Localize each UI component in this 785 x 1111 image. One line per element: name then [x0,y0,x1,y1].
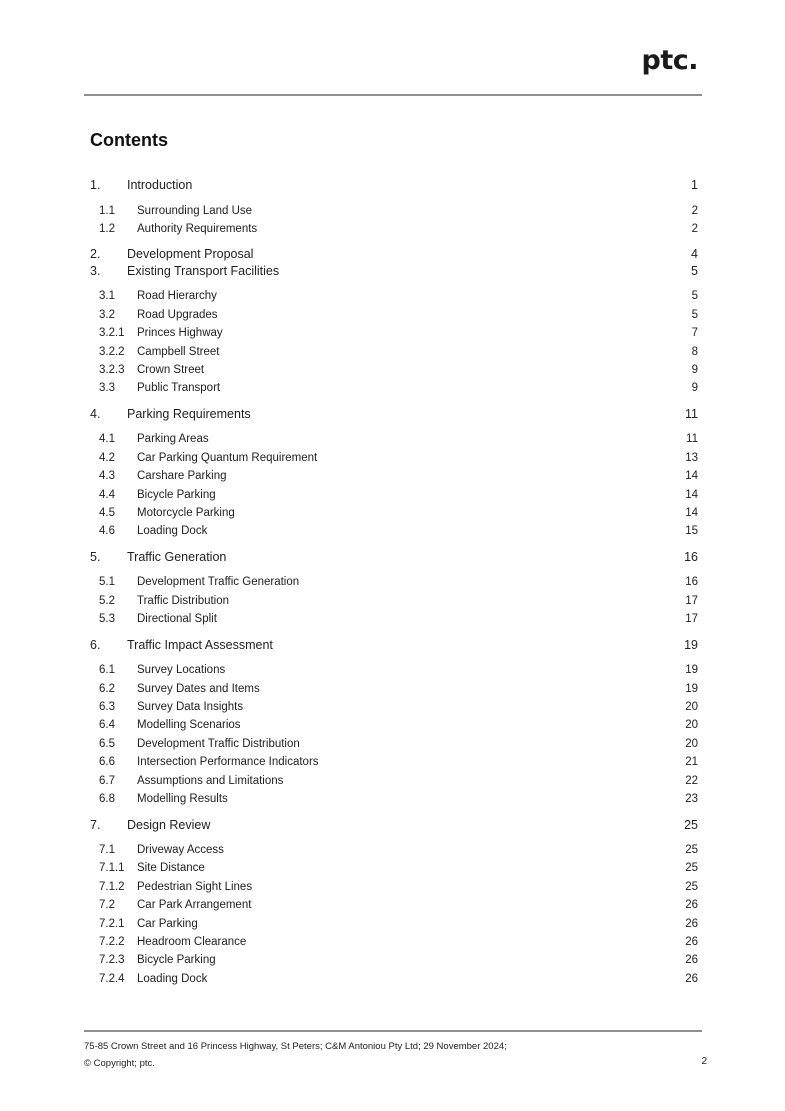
toc-entry-page: 26 [685,899,698,912]
toc-subsection-entry[interactable] [0,507,785,525]
toc-entry-label: Car Park Arrangement [137,899,252,912]
toc-entry-label: Traffic Distribution [137,594,230,607]
toc-entry-number: 4.1 [99,433,115,446]
toc-entry-number: 3.1 [99,290,115,303]
toc-subsection-entry[interactable] [0,346,785,364]
toc-subsection-entry[interactable] [0,775,785,793]
toc-section-entry[interactable] [0,638,785,656]
toc-section-entry[interactable] [0,264,785,282]
toc-entry-number: 4.3 [99,470,115,483]
toc-entry-page: 9 [691,364,698,376]
toc-entry-page: 11 [686,433,698,446]
toc-entry-number: 3.2.1 [99,327,125,340]
toc-subsection-entry[interactable] [0,452,785,470]
toc-entry-label: Site Distance [137,862,205,875]
toc-entry-page: 26 [685,917,698,930]
toc-subsection-entry[interactable] [0,954,785,972]
toc-entry-page: 15 [685,525,698,538]
toc-entry-page: 20 [685,701,698,713]
toc-entry-label: Intersection Performance Indicators [137,756,319,769]
toc-subsection-entry[interactable] [0,881,785,899]
toc-entry-label: Authority Requirements [137,222,258,235]
toc-subsection-entry[interactable] [0,525,785,543]
toc-subsection-entry[interactable] [0,936,785,954]
toc-entry-number: 6.7 [99,774,115,787]
toc-entry-page: 22 [685,774,698,787]
toc-entry-label: Bicycle Parking [137,954,216,967]
toc-entry-page: 25 [685,862,698,875]
toc-entry-number: 6.5 [99,737,115,750]
footer-address: 75-85 Crown Street and 16 Princess Highway, St Peters; C&M Antoniou Pty Ltd; 29 November 2024; [84,1041,507,1052]
toc-entry-label: Modelling Results [137,793,228,805]
toc-entry-label: Surrounding Land Use [137,204,253,217]
toc-entry-number: 7.2 [99,899,115,912]
toc-entry-page: 2 [691,222,698,235]
toc-section-entry[interactable] [0,818,785,836]
toc-entry-page: 5 [691,263,698,278]
toc-entry-page: 25 [684,817,698,832]
toc-entry-page: 7 [691,327,698,340]
toc-entry-number: 3.3 [99,382,115,395]
toc-subsection-entry[interactable] [0,918,785,936]
footer-copyright: © Copyright; ptc. [84,1058,155,1069]
toc-entry-number: 6. [90,637,101,652]
toc-entry-page: 26 [685,954,698,967]
toc-entry-number: 3. [90,263,101,278]
toc-entry-page: 26 [685,972,698,985]
toc-subsection-entry[interactable] [0,862,785,880]
toc-entry-number: 7.2.3 [99,954,125,967]
footer-divider [84,1030,702,1032]
toc-entry-label: Parking Requirements [127,406,251,421]
toc-subsection-entry[interactable] [0,309,785,327]
toc-entry-page: 19 [685,664,698,677]
toc-entry-number: 4. [90,406,101,421]
toc-entry-page: 11 [685,406,698,421]
toc-entry-label: Traffic Impact Assessment [127,637,273,652]
toc-section-entry[interactable] [0,178,785,196]
toc-subsection-entry[interactable] [0,719,785,737]
toc-entry-label: Survey Data Insights [137,701,244,713]
toc-subsection-entry[interactable] [0,433,785,451]
toc-subsection-entry[interactable] [0,382,785,400]
toc-entry-label: Parking Areas [137,433,209,446]
toc-entry-label: Pedestrian Sight Lines [137,880,253,893]
toc-entry-label: Development Traffic Distribution [137,737,300,750]
toc-entry-number: 1.1 [99,204,115,217]
toc-entry-page: 25 [685,880,698,893]
toc-entry-label: Motorcycle Parking [137,507,235,519]
toc-entry-page: 14 [685,470,698,483]
toc-entry-page: 17 [685,594,698,607]
toc-entry-label: Loading Dock [137,972,208,985]
toc-entry-label: Carshare Parking [137,470,227,483]
toc-subsection-entry[interactable] [0,327,785,345]
toc-entry-label: Introduction [127,178,193,192]
toc-entry-label: Bicycle Parking [137,488,216,501]
toc-entry-number: 5.2 [99,594,115,607]
toc-entry-number: 3.2.3 [99,364,125,376]
toc-subsection-entry[interactable] [0,595,785,613]
toc-entry-page: 14 [685,488,698,501]
toc-entry-number: 7.1.1 [99,862,125,875]
toc-entry-number: 1.2 [99,222,115,235]
toc-entry-number: 3.2 [99,308,115,321]
toc-entry-label: Road Hierarchy [137,290,217,303]
toc-entry-number: 7.1.2 [99,880,125,893]
toc-entry-number: 5.1 [99,576,115,589]
toc-subsection-entry[interactable] [0,973,785,991]
toc-entry-number: 6.3 [99,701,115,713]
toc-entry-label: Public Transport [137,382,221,395]
toc-entry-number: 7.2.2 [99,936,125,948]
toc-entry-number: 6.2 [99,682,115,695]
toc-entry-page: 25 [685,844,698,856]
toc-entry-page: 16 [685,576,698,589]
toc-entry-label: Development Traffic Generation [137,576,300,589]
toc-entry-page: 9 [691,382,698,395]
toc-entry-page: 8 [691,345,698,358]
toc-entry-number: 6.6 [99,756,115,769]
toc-entry-page: 2 [691,204,698,217]
toc-subsection-entry[interactable] [0,364,785,382]
toc-entry-page: 17 [685,613,698,626]
toc-entry-label: Driveway Access [137,844,224,856]
toc-entry-label: Crown Street [137,364,205,376]
toc-entry-page: 20 [685,737,698,750]
toc-entry-label: Car Parking [137,917,198,930]
toc-entry-label: Modelling Scenarios [137,719,241,732]
toc-entry-page: 4 [691,247,698,262]
toc-entry-number: 7.2.4 [99,972,125,985]
toc-entry-number: 4.2 [99,451,115,464]
toc-entry-number: 4.6 [99,525,115,538]
toc-title: Contents [90,130,168,150]
toc-subsection-entry[interactable] [0,489,785,507]
toc-entry-label: Survey Locations [137,664,226,677]
toc-subsection-entry[interactable] [0,576,785,594]
toc-entry-number: 2. [90,247,101,262]
toc-entry-label: Loading Dock [137,525,208,538]
toc-entry-label: Campbell Street [137,345,220,358]
toc-subsection-entry[interactable] [0,738,785,756]
toc-entry-page: 26 [685,936,698,948]
header-divider [84,94,702,96]
ptc-logo: ptc. [641,45,698,76]
toc-entry-number: 5.3 [99,613,115,626]
toc-entry-label: Traffic Generation [127,549,227,564]
toc-entry-page: 14 [685,507,698,519]
toc-entry-page: 13 [685,451,698,464]
toc-subsection-entry[interactable] [0,793,785,811]
toc-subsection-entry[interactable] [0,664,785,682]
toc-entry-number: 6.1 [99,664,115,677]
toc-entry-label: Road Upgrades [137,308,218,321]
toc-section-entry[interactable] [0,407,785,425]
toc-entry-label: Development Proposal [127,247,254,262]
toc-entry-number: 7. [90,817,101,832]
toc-subsection-entry[interactable] [0,205,785,223]
toc-entry-page: 5 [691,290,698,303]
toc-entry-label: Princes Highway [137,327,223,340]
toc-subsection-entry[interactable] [0,683,785,701]
toc-entry-number: 1. [90,178,101,192]
toc-entry-label: Design Review [127,817,211,832]
toc-subsection-entry[interactable] [0,223,785,241]
toc-entry-number: 7.2.1 [99,917,125,930]
toc-entry-number: 6.4 [99,719,115,732]
toc-section-entry[interactable] [0,550,785,568]
toc-entry-page: 23 [685,793,698,805]
toc-entry-number: 5. [90,549,101,564]
toc-subsection-entry[interactable] [0,290,785,308]
toc-entry-number: 4.5 [99,507,115,519]
toc-entry-page: 5 [691,308,698,321]
toc-entry-page: 19 [684,637,698,652]
toc-entry-label: Assumptions and Limitations [137,774,284,787]
page-number: 2 [701,1056,707,1067]
toc-entry-page: 1 [691,178,698,192]
toc-section-entry[interactable] [0,247,785,265]
toc-subsection-entry[interactable] [0,756,785,774]
toc-entry-label: Existing Transport Facilities [127,263,280,278]
toc-entry-page: 20 [685,719,698,732]
toc-entry-page: 21 [685,756,698,769]
toc-entry-page: 16 [684,549,698,564]
toc-entry-label: Directional Split [137,613,217,626]
toc-entry-label: Survey Dates and Items [137,682,260,695]
toc-entry-page: 19 [685,682,698,695]
toc-entry-number: 3.2.2 [99,345,125,358]
toc-entry-number: 6.8 [99,793,115,805]
toc-entry-number: 4.4 [99,488,115,501]
toc-subsection-entry[interactable] [0,701,785,719]
toc-subsection-entry[interactable] [0,844,785,862]
toc-subsection-entry[interactable] [0,470,785,488]
toc-subsection-entry[interactable] [0,613,785,631]
toc-entry-label: Car Parking Quantum Requirement [137,451,318,464]
toc-entry-label: Headroom Clearance [137,936,247,948]
toc-entry-number: 7.1 [99,844,115,856]
toc-subsection-entry[interactable] [0,899,785,917]
